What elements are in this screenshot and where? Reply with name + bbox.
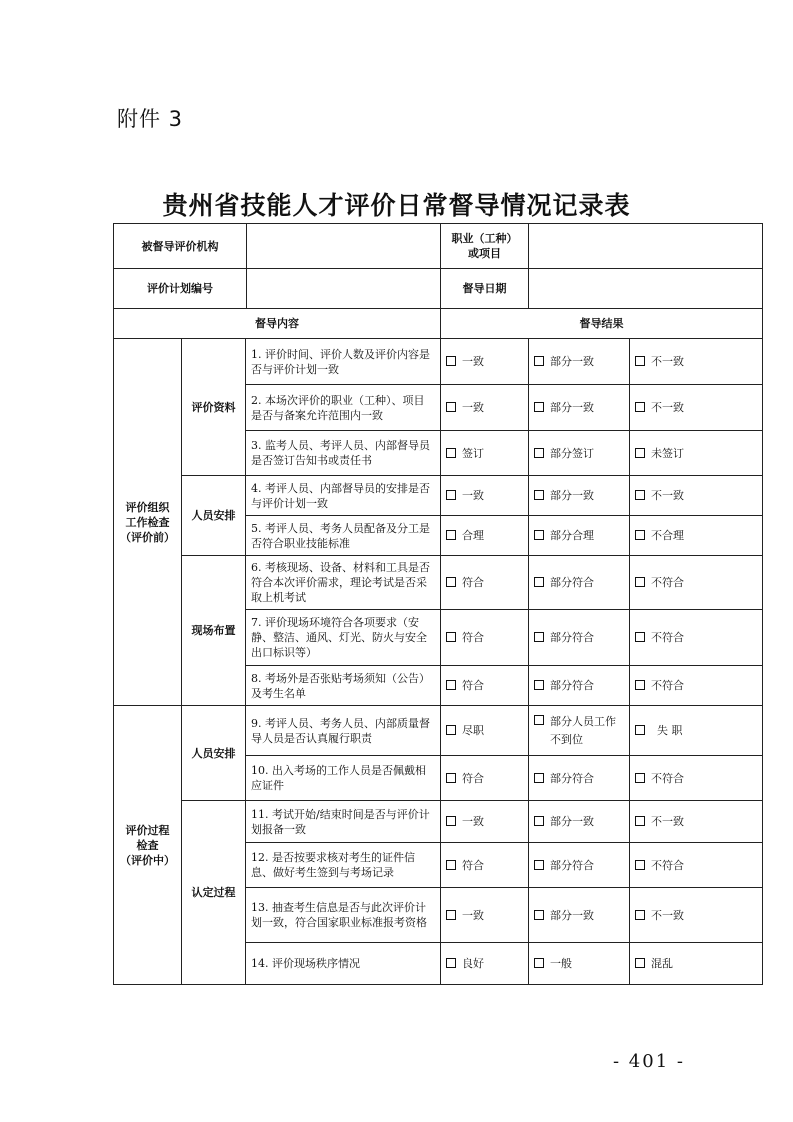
option-label: 不符合 — [651, 576, 685, 589]
item-text: 1. 评价时间、评价人数及评价内容是否与评价计划一致 — [246, 339, 441, 385]
option-label: 一致 — [462, 815, 485, 828]
checkbox-icon[interactable] — [446, 448, 456, 458]
checkbox-icon[interactable] — [635, 773, 645, 783]
option-label: 不符合 — [651, 679, 685, 692]
option-label: 不一致 — [651, 401, 685, 414]
option-cell[interactable] — [441, 706, 529, 756]
group-pre-evaluation — [114, 339, 182, 706]
option-label: 部分符合 — [550, 679, 595, 692]
job-label — [441, 224, 529, 269]
option-cell[interactable] — [529, 610, 630, 666]
item-text: 10. 出入考场的工作人员是否佩戴相应证件 — [246, 756, 441, 801]
option-cell[interactable] — [441, 556, 529, 610]
group-during-evaluation — [114, 706, 182, 985]
job-value-field[interactable] — [529, 224, 763, 269]
option-cell[interactable] — [630, 888, 763, 943]
plan-row — [114, 269, 763, 309]
result-header: 督导结果 — [441, 309, 763, 339]
checkbox-icon[interactable] — [446, 490, 456, 500]
option-cell[interactable] — [441, 756, 529, 801]
checkbox-icon[interactable] — [446, 530, 456, 540]
option-label: 部分一致 — [550, 908, 595, 922]
subgroup-site: 现场布置 — [182, 556, 246, 706]
item-text: 9. 考评人员、考务人员、内部质量督导人员是否认真履行职责 — [246, 706, 441, 756]
checkbox-icon[interactable] — [635, 577, 645, 587]
checkbox-icon[interactable] — [635, 356, 645, 366]
checkbox-icon[interactable] — [446, 725, 456, 735]
option-label: 部分签订 — [550, 446, 595, 460]
checkbox-icon[interactable] — [534, 680, 544, 690]
checkbox-icon[interactable] — [446, 356, 456, 366]
checkbox-icon[interactable] — [446, 402, 456, 412]
option-label: 一致 — [462, 489, 485, 502]
group-pre-line-2: 工作检查 — [125, 515, 170, 529]
checkbox-icon[interactable] — [534, 402, 544, 412]
option-cell[interactable] — [529, 888, 630, 943]
option-label: 不符合 — [651, 858, 685, 872]
item-text: 2. 本场次评价的职业（工种）、项目是否与备案允许范围内一致 — [246, 385, 441, 431]
option-label: 不符合 — [651, 631, 685, 644]
date-label: 督导日期 — [441, 269, 529, 309]
group-during-line-3: （评价中） — [120, 853, 175, 867]
option-cell[interactable] — [630, 801, 763, 843]
table-row — [114, 476, 763, 516]
option-label: 部分符合 — [550, 631, 595, 644]
option-cell[interactable] — [630, 516, 763, 556]
option-label: 不合理 — [651, 529, 685, 542]
checkbox-icon[interactable] — [534, 448, 544, 458]
job-label-line-1: 职业（工种） — [451, 232, 518, 245]
item-text: 12. 是否按要求核对考生的证件信息、做好考生签到与考场记录 — [246, 843, 441, 888]
item-text: 7. 评价现场环境符合各项要求（安静、整洁、通风、灯光、防火与安全出口标识等） — [246, 610, 441, 666]
option-cell[interactable] — [630, 706, 763, 756]
option-cell[interactable] — [630, 610, 763, 666]
checkbox-icon[interactable] — [446, 958, 456, 968]
option-label: 部分一致 — [550, 815, 595, 828]
checkbox-icon[interactable] — [446, 632, 456, 642]
option-cell[interactable] — [630, 431, 763, 476]
option-cell[interactable] — [630, 385, 763, 431]
option-label: 符合 — [462, 631, 485, 644]
option-label: 良好 — [462, 957, 485, 970]
item-text: 8. 考场外是否张贴考场须知（公告）及考生名单 — [246, 666, 441, 706]
option-label: 部分符合 — [550, 576, 595, 589]
option-label: 尽职 — [462, 724, 485, 737]
table-row — [114, 801, 763, 843]
table-row — [114, 556, 763, 610]
plan-label: 评价计划编号 — [114, 269, 247, 308]
option-cell[interactable] — [529, 666, 630, 706]
option-cell[interactable] — [441, 610, 529, 666]
option-label: 符合 — [462, 771, 485, 785]
option-cell[interactable] — [441, 888, 529, 943]
option-cell[interactable] — [441, 431, 529, 476]
item-text: 5. 考评人员、考务人员配备及分工是否符合职业技能标准 — [246, 516, 441, 556]
option-label: 不一致 — [651, 489, 685, 502]
option-label: 部分符合 — [550, 858, 595, 872]
option-label: 部分人员工作不到位 — [550, 714, 617, 746]
option-label: 混乱 — [651, 957, 674, 970]
option-label: 不一致 — [651, 815, 685, 828]
option-cell[interactable] — [529, 801, 630, 843]
option-cell[interactable] — [441, 666, 529, 706]
item-text: 4. 考评人员、内部督导员的安排是否与评价计划一致 — [246, 476, 441, 516]
option-label: 部分合理 — [550, 529, 595, 542]
plan-value-field[interactable] — [247, 269, 440, 308]
checkbox-icon[interactable] — [635, 958, 645, 968]
option-cell[interactable] — [630, 339, 763, 385]
checkbox-icon[interactable] — [635, 402, 645, 412]
checkbox-icon[interactable] — [446, 680, 456, 690]
checkbox-icon[interactable] — [635, 448, 645, 458]
option-cell[interactable] — [441, 843, 529, 888]
checkbox-icon[interactable] — [534, 860, 544, 870]
subgroup-staff-pre: 人员安排 — [182, 476, 246, 556]
option-label: 部分一致 — [550, 355, 595, 368]
checkbox-icon[interactable] — [446, 577, 456, 587]
checkbox-icon[interactable] — [534, 530, 544, 540]
option-label: 一致 — [462, 355, 485, 368]
job-label-line-2: 或项目 — [468, 247, 502, 260]
option-label: 不符合 — [651, 771, 685, 785]
checkbox-icon[interactable] — [635, 910, 645, 920]
document-title: 贵州省技能人才评价日常督导情况记录表 — [162, 191, 631, 220]
table-row — [114, 706, 763, 756]
option-cell[interactable] — [441, 801, 529, 843]
attachment-label: 附件 3 — [117, 107, 184, 131]
checkbox-icon[interactable] — [635, 860, 645, 870]
option-label: 符合 — [462, 858, 485, 872]
content-header: 督导内容 — [114, 309, 441, 339]
option-label: 合理 — [462, 529, 485, 542]
checkbox-icon[interactable] — [446, 860, 456, 870]
item-text: 13. 抽查考生信息是否与此次评价计划一致，符合国家职业标准报考资格 — [246, 888, 441, 943]
checkbox-icon[interactable] — [635, 680, 645, 690]
option-cell[interactable] — [441, 516, 529, 556]
checkbox-icon[interactable] — [635, 725, 645, 735]
org-value-field[interactable] — [247, 224, 440, 268]
option-cell[interactable] — [529, 385, 630, 431]
option-label: 不一致 — [651, 908, 685, 922]
checkbox-icon[interactable] — [534, 490, 544, 500]
subgroup-process: 认定过程 — [182, 801, 246, 985]
option-label: 部分一致 — [550, 489, 595, 502]
option-cell[interactable] — [441, 943, 529, 985]
option-cell[interactable] — [630, 666, 763, 706]
org-row — [114, 224, 763, 269]
option-label: 未签订 — [651, 446, 685, 460]
supervision-record-table — [113, 223, 763, 985]
checkbox-icon[interactable] — [534, 958, 544, 968]
item-text: 11. 考试开始/结束时间是否与评价计划报备一致 — [246, 801, 441, 843]
option-cell[interactable] — [441, 339, 529, 385]
item-text: 6. 考核现场、设备、材料和工具是否符合本次评价需求，理论考试是否采取上机考试 — [246, 556, 441, 610]
checkbox-icon[interactable] — [534, 910, 544, 920]
table-row — [114, 339, 763, 385]
group-during-line-1: 评价过程 — [125, 823, 170, 837]
checkbox-icon[interactable] — [635, 632, 645, 642]
option-cell[interactable] — [529, 339, 630, 385]
option-label: 一致 — [462, 401, 485, 414]
checkbox-icon[interactable] — [446, 816, 456, 826]
option-label: 符合 — [462, 576, 485, 589]
checkbox-icon[interactable] — [534, 632, 544, 642]
date-value-field[interactable] — [529, 269, 763, 309]
option-cell[interactable] — [441, 476, 529, 516]
checkbox-icon[interactable] — [534, 577, 544, 587]
plan-cell — [114, 269, 441, 309]
checkbox-icon[interactable] — [534, 816, 544, 826]
option-cell[interactable] — [529, 756, 630, 801]
checkbox-icon[interactable] — [446, 773, 456, 783]
option-cell[interactable] — [630, 556, 763, 610]
subgroup-materials: 评价资料 — [182, 339, 246, 476]
section-header-row — [114, 309, 763, 339]
checkbox-icon[interactable] — [446, 910, 456, 920]
checkbox-icon[interactable] — [635, 490, 645, 500]
option-cell[interactable] — [630, 476, 763, 516]
option-cell[interactable] — [441, 385, 529, 431]
page-number: - 401 - — [613, 1051, 685, 1072]
option-cell[interactable] — [529, 516, 630, 556]
option-cell[interactable] — [630, 843, 763, 888]
option-label: 不一致 — [651, 355, 685, 368]
option-cell[interactable] — [630, 756, 763, 801]
option-cell[interactable] — [529, 476, 630, 516]
group-pre-line-3: （评价前） — [120, 530, 175, 544]
option-label: 失 职 — [657, 724, 683, 737]
subgroup-staff-during: 人员安排 — [182, 706, 246, 801]
checkbox-icon[interactable] — [635, 816, 645, 826]
option-label: 符合 — [462, 679, 485, 692]
org-label: 被督导评价机构 — [114, 224, 247, 268]
checkbox-icon[interactable] — [534, 356, 544, 366]
option-label: 一般 — [550, 957, 573, 970]
item-text: 3. 监考人员、考评人员、内部督导员是否签订告知书或责任书 — [246, 431, 441, 476]
item-text: 14. 评价现场秩序情况 — [246, 943, 441, 985]
group-during-line-2: 检查 — [136, 838, 159, 852]
option-cell[interactable] — [529, 431, 630, 476]
option-cell[interactable] — [529, 706, 630, 756]
option-label: 签订 — [462, 446, 485, 460]
option-label: 部分符合 — [550, 771, 595, 785]
checkbox-icon[interactable] — [534, 715, 544, 725]
group-pre-line-1: 评价组织 — [125, 500, 170, 514]
option-cell[interactable] — [529, 556, 630, 610]
org-cell — [114, 224, 441, 269]
option-cell[interactable] — [529, 943, 630, 985]
option-cell[interactable] — [630, 943, 763, 985]
checkbox-icon[interactable] — [635, 530, 645, 540]
option-label: 一致 — [462, 908, 485, 922]
checkbox-icon[interactable] — [534, 773, 544, 783]
option-label: 部分一致 — [550, 401, 595, 414]
option-cell[interactable] — [529, 843, 630, 888]
